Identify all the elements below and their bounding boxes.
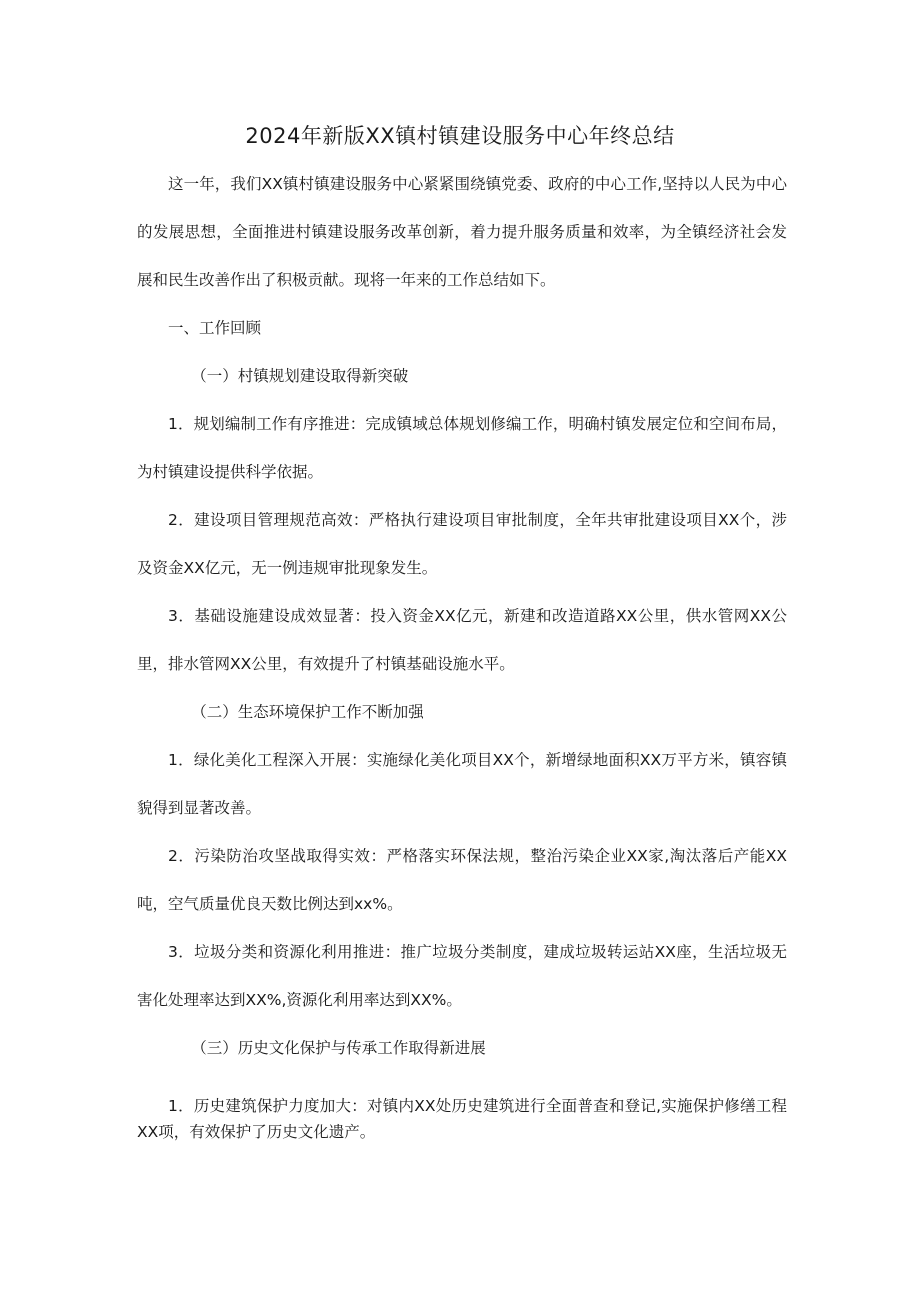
intro-paragraph: 这一年，我们XX镇村镇建设服务中心紧紧围绕镇党委、政府的中心工作,坚持以人民为中心的发展思想，全面推进村镇建设服务改革创新，着力提升服务质量和效率，为全镇经济社会发展和民生改善作出了积极贡献。现将一年来的工作总结如下。 [137, 175, 787, 289]
heritage-item-1: 1．历史建筑保护力度加大：对镇内XX处历史建筑进行全面普查和登记,实施保护修缮工程XX项，有效保护了历史文化遗产。 [137, 1097, 787, 1141]
subsection-heading-heritage: （三）历史文化保护与传承工作取得新进展 [191, 1039, 486, 1057]
planning-item-2: 2．建设项目管理规范高效：严格执行建设项目审批制度，全年共审批建设项目XX个，涉及资金XX亿元，无一例违规审批现象发生。 [137, 511, 787, 577]
environment-item-3: 3．垃圾分类和资源化利用推进：推广垃圾分类制度，建成垃圾转运站XX座，生活垃圾无害化处理率达到XX%,资源化利用率达到XX%。 [137, 943, 787, 1009]
environment-item-2: 2．污染防治攻坚战取得实效：严格落实环保法规，整治污染企业XX家,淘汰落后产能XX吨，空气质量优良天数比例达到xx%。 [137, 847, 787, 913]
subsection-heading-environment: （二）生态环境保护工作不断加强 [191, 703, 424, 721]
environment-item-1: 1．绿化美化工程深入开展：实施绿化美化项目XX个，新增绿地面积XX万平方米，镇容镇貌得到显著改善。 [137, 751, 787, 817]
planning-item-1: 1．规划编制工作有序推进：完成镇域总体规划修编工作，明确村镇发展定位和空间布局，为村镇建设提供科学依据。 [137, 415, 787, 481]
subsection-heading-planning: （一）村镇规划建设取得新突破 [191, 367, 409, 385]
planning-item-3: 3．基础设施建设成效显著：投入资金XX亿元，新建和改造道路XX公里，供水管网XX公里，排水管网XX公里，有效提升了村镇基础设施水平。 [137, 607, 787, 673]
document-title: 2024年新版XX镇村镇建设服务中心年终总结 [245, 124, 675, 148]
section-heading-review: 一、工作回顾 [168, 319, 262, 337]
